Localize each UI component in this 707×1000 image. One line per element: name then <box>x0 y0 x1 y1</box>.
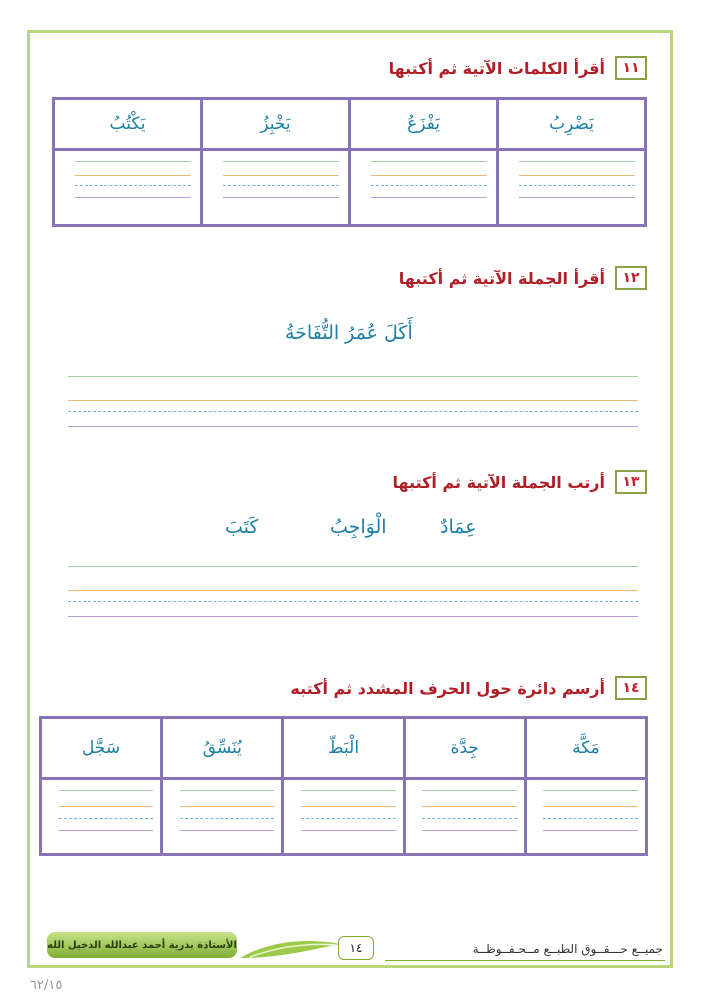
question-title: أقرأ الجملة الآتية ثم أكتبها <box>398 268 605 288</box>
word-cell <box>351 100 496 224</box>
word-cell <box>55 100 200 224</box>
footer-divider <box>385 960 665 961</box>
leaf-decoration-icon <box>240 936 340 962</box>
writing-lines[interactable] <box>55 151 200 224</box>
copyright-text: جميــع حـــقــوق الطبــع مــحـفــوظــة <box>472 942 663 956</box>
q11-word-table <box>52 97 647 227</box>
word-text: يَخْبِزُ <box>203 100 348 148</box>
word-text[interactable]: الْبَطّ <box>284 719 402 777</box>
word-cell <box>527 719 645 853</box>
question-number: ١٣ <box>615 470 647 494</box>
word-cell <box>406 719 524 853</box>
writing-lines[interactable] <box>499 151 644 224</box>
question-11-header <box>389 56 647 80</box>
page-count: ٦٢/١٥ <box>30 978 63 993</box>
question-12-header <box>399 266 647 290</box>
writing-lines[interactable] <box>351 151 496 224</box>
writing-lines[interactable] <box>203 151 348 224</box>
word-cell <box>203 100 348 224</box>
teacher-name-bar: الأستاذة بدرية أحمد عبدالله الدخيل الله <box>47 932 237 958</box>
word-text[interactable]: جِدَّة <box>406 719 524 777</box>
word-cell <box>284 719 402 853</box>
q12-writing-lines[interactable] <box>68 370 638 430</box>
question-14-header <box>290 676 647 700</box>
q13-word-1: عِمَادٌ <box>440 516 477 538</box>
writing-lines[interactable] <box>527 780 645 853</box>
q14-word-table <box>39 716 648 856</box>
writing-lines[interactable] <box>284 780 402 853</box>
question-title: أقرأ الكلمات الآتية ثم أكتبها <box>388 58 605 78</box>
word-cell <box>42 719 160 853</box>
question-number: ١٤ <box>615 676 647 700</box>
word-cell <box>499 100 644 224</box>
word-text[interactable]: سَجَّل <box>42 719 160 777</box>
q13-word-3: كَتَبَ <box>225 516 259 538</box>
page-number: ١٤ <box>338 936 374 960</box>
word-text[interactable]: يُنَسِّقُ <box>163 719 281 777</box>
word-text[interactable]: مَكَّة <box>527 719 645 777</box>
q13-writing-lines[interactable] <box>68 560 638 620</box>
question-title: أرسم دائرة حول الحرف المشدد ثم أكتبه <box>290 678 605 698</box>
question-13-header <box>392 470 647 494</box>
word-text: يَضْرِبُ <box>499 100 644 148</box>
writing-lines[interactable] <box>42 780 160 853</box>
q12-sentence: أَكَلَ عُمَرُ التُّفَاحَةُ <box>285 322 413 344</box>
writing-lines[interactable] <box>406 780 524 853</box>
word-text: يَفْزَعُ <box>351 100 496 148</box>
q13-word-2: الْوَاجِبُ <box>330 516 387 538</box>
word-cell <box>163 719 281 853</box>
question-number: ١١ <box>615 56 647 80</box>
question-title: أرتب الجملة الآتية ثم أكتبها <box>392 472 605 492</box>
writing-lines[interactable] <box>163 780 281 853</box>
question-number: ١٢ <box>615 266 647 290</box>
word-text: يَكْتُبُ <box>55 100 200 148</box>
